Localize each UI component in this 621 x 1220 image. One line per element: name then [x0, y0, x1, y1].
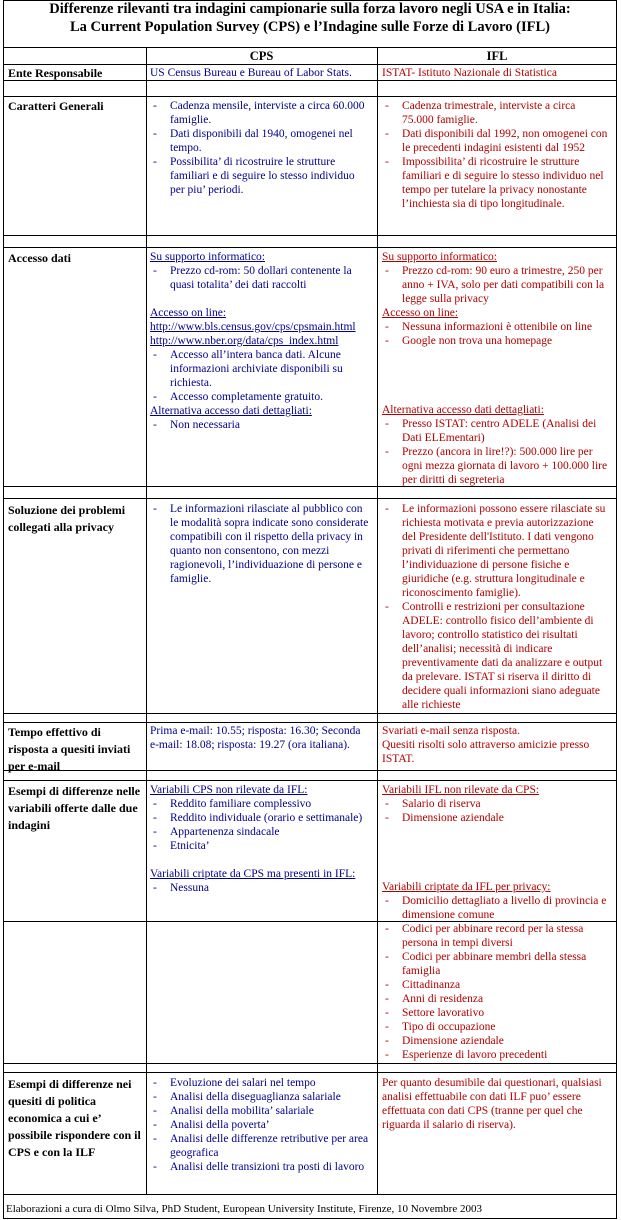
list-item: - Accesso all’intera banca dati. Alcune informazioni archiviate disponibili su richiesta. [150, 348, 372, 390]
list-item: - Evoluzione dei salari nel tempo [150, 1076, 372, 1090]
list-item: - Salario di riserva [382, 797, 608, 811]
generali-cps [150, 99, 372, 197]
column-divider-1 [146, 47, 147, 1194]
rule-spacer-3 [3, 498, 617, 499]
page-title-line-1: Differenze rilevanti tra indagini campionarie sulla forza lavoro negli USA e in Italia: [49, 1, 571, 17]
list-item: - Analisi delle differenze retributive per area geografica [150, 1132, 372, 1160]
list-item: - Analisi delle transizioni tra posti di lavoro [150, 1160, 372, 1174]
list-item: - Analisi della mobilita’ salariale [150, 1104, 372, 1118]
list-item: - Etnicita’ [150, 839, 372, 853]
rule-spacer-2 [3, 247, 617, 248]
variabili-ifl-2 [382, 880, 608, 1062]
list-item: - Non necessaria [150, 418, 372, 432]
list-item: - Le informazioni rilasciate al pubblico con le modalità sopra indicate sono considerate compatibili con il rispetto della privacy in quanto non consentono, con mezzi ragionevoli, l’individuazione di persone e famiglie. [150, 502, 372, 586]
list-item: - Analisi della poverta’ [150, 1118, 372, 1132]
list-item: - Dati disponibili dal 1940, omogenei nel tempo. [150, 127, 372, 155]
ifl-supporto-heading: Su supporto informatico: [382, 251, 497, 263]
rule-below-politica [3, 1194, 617, 1195]
tempo-ifl [382, 724, 608, 766]
tempo-ifl-line-2: Quesiti risolti solo attraverso amicizie presso ISTAT. [382, 739, 590, 765]
rule-spacer-1 [3, 96, 617, 97]
list-item: - Reddito familiare complessivo [150, 797, 372, 811]
variabili-cps [150, 783, 372, 895]
politica-ifl: Per quanto desumibile dai questionari, qualsiasi analisi effettuabile con dati ILF puo’ essere effettuata con dati CPS (tranne per quel che riguarda il salario di riserva). [382, 1077, 602, 1131]
ifl-variabili-heading-1: Variabili IFL non rilevate da CPS: [382, 784, 540, 796]
list-item: - Possibilita’ di ricostruire le strutture familiari e di seguire lo stesso individuo per piu’ periodi. [150, 155, 372, 197]
column-header-cps: CPS [249, 49, 274, 63]
cps-variabili-heading-2: Variabili criptate da CPS ma presenti in IFL: [150, 868, 356, 880]
page-title-line-2: La Current Population Survey (CPS) e l’Indagine sulle Forze di Lavoro (IFL) [70, 19, 550, 35]
rule-spacer-5 [3, 780, 617, 781]
list-item: - Presso ISTAT: centro ADELE (Analisi dei Dati ELEmentari) [382, 417, 608, 445]
ifl-online-heading: Accesso on line: [382, 307, 459, 319]
list-item: - Reddito individuale (orario e settimanale) [150, 811, 372, 825]
row-label-generali: Caratteri Generali [8, 99, 104, 113]
list-item: - Nessuna informazioni è ottenibile on line [382, 320, 608, 334]
list-item: - Tipo di occupazione [382, 1020, 608, 1034]
accesso-ifl-alt [382, 403, 608, 487]
ente-ifl: ISTAT- Istituto Nazionale di Statistica [382, 67, 557, 79]
accesso-cps [150, 250, 372, 432]
cps-variabili-heading-1: Variabili CPS non rilevate da IFL: [150, 784, 308, 796]
cps-link-bls[interactable]: http://www.bls.census.gov/cps/cpsmain.html [150, 321, 356, 333]
row-label-privacy: Soluzione dei problemi collegati alla privacy [8, 503, 126, 534]
list-item: - Dati disponibili dal 1992, non omogenei con le precedenti indagini esistenti dal 1952 [382, 127, 608, 155]
list-item: - Codici per abbinare membri della stessa famiglia [382, 950, 608, 978]
list-item: - Le informazioni possono essere rilasciate su richiesta motivata e previa autorizzazione del Presidente dell'Istituto. I dati vengono privati di riferimenti che permettano l’individuazione di persone fisiche e giuridiche (e.g. struttura longitudinale e riconoscimento famiglie). [382, 502, 608, 600]
row-label-variabili: Esempi di differenze nelle variabili offerte dalle due indagini [8, 784, 141, 832]
cps-supporto-heading: Su supporto informatico: [150, 251, 265, 263]
row-label-tempo: Tempo effettivo di risposta a quesiti inviati per e-mail [8, 725, 131, 773]
list-item: - Prezzo (ancora in lire!?): 500.000 lire per ogni mezza giornata di lavoro + 100.000 lire per diritti di segreteria [382, 445, 608, 487]
privacy-cps [150, 502, 372, 586]
footer-credit: Elaborazioni a cura di Olmo Silva, PhD Student, European University Institute, Firenze, 10 Novembre 2003 [6, 1203, 482, 1215]
accesso-ifl [382, 250, 608, 348]
rule-spacer-4 [3, 722, 617, 723]
list-item: - Prezzo cd-rom: 50 dollari contenente la quasi totalita’ dei dati raccolti [150, 264, 372, 292]
rule-below-generali [3, 235, 617, 236]
column-divider-2 [377, 47, 378, 1194]
list-item: - Anni di residenza [382, 992, 608, 1006]
column-header-ifl: IFL [486, 49, 508, 63]
list-item: - Cadenza mensile, interviste a circa 60.000 famiglie. [150, 99, 372, 127]
ifl-variabili-heading-2: Variabili criptate da IFL per privacy: [382, 881, 551, 893]
tempo-ifl-line-1: Svariati e-mail senza risposta. [382, 725, 520, 737]
list-item: - Impossibilita’ di ricostruire le strutture familiari e di seguire lo stesso individuo nel tempo per tutelare la privacy nonostante l’inchiesta sia di tipo longitudinale. [382, 155, 608, 211]
rule-below-privacy [3, 713, 617, 714]
list-item: - Settore lavorativo [382, 1006, 608, 1020]
list-item: - Appartenenza sindacale [150, 825, 372, 839]
list-item: - Google non trova una homepage [382, 334, 608, 348]
row-label-accesso: Accesso dati [8, 251, 71, 265]
list-item: - Prezzo cd-rom: 90 euro a trimestre, 250 per anno + IVA, solo per dati compatibili con la legge sulla privacy [382, 264, 608, 306]
privacy-ifl [382, 502, 608, 712]
list-item: - Cittadinanza [382, 978, 608, 992]
cps-online-heading: Accesso on line: [150, 307, 227, 319]
rule-below-variabili [3, 1063, 617, 1064]
politica-cps [150, 1076, 372, 1174]
list-item: - Cadenza trimestrale, interviste a circa 75.000 famiglie. [382, 99, 608, 127]
ifl-alt-heading: Alternativa accesso dati dettagliati: [382, 404, 544, 416]
list-item: - Dimensione aziendale [382, 811, 608, 825]
list-item: - Accesso completamente gratuito. [150, 390, 372, 404]
cps-link-nber[interactable]: http://www.nber.org/data/cps_index.html [150, 335, 339, 347]
row-label-politica: Esempi di differenze nei quesiti di politica economica a cui e’ possibile rispondere con il CPS e con la ILF [8, 1077, 141, 1159]
list-item: - Dimensione aziendale [382, 1034, 608, 1048]
variabili-ifl-1 [382, 783, 608, 825]
rule-spacer-6 [3, 1072, 617, 1073]
list-item: - Nessuna [150, 881, 372, 895]
list-item: - Codici per abbinare record per la stessa persona in tempi diversi [382, 922, 608, 950]
row-label-ente: Ente Responsabile [8, 66, 103, 80]
rule-below-title [3, 47, 617, 48]
tempo-cps: Prima e-mail: 10.55; risposta: 16.30; Seconda e-mail: 18.08; risposta: 19.27 (ora italiana). [150, 725, 361, 751]
list-item: - Domicilio dettagliato a livello di provincia e dimensione comune [382, 894, 608, 922]
list-item: - Controlli e restrizioni per consultazione ADELE: controllo fisico dell’ambiente di lavoro; controllo statistico dei risultati dell’analisi; necessità di indicare preventivamente dati da analizzare e output da prelevare. ISTAT si riserva il diritto di decidere quali informazioni siano adeguate alle richieste [382, 600, 608, 712]
generali-ifl [382, 99, 608, 211]
cps-alt-heading: Alternativa accesso dati dettagliati: [150, 405, 312, 417]
list-item: - Esperienze di lavoro precedenti [382, 1048, 608, 1062]
list-item: - Analisi della diseguaglianza salariale [150, 1090, 372, 1104]
ente-cps: US Census Bureau e Bureau of Labor Stats. [150, 67, 352, 79]
